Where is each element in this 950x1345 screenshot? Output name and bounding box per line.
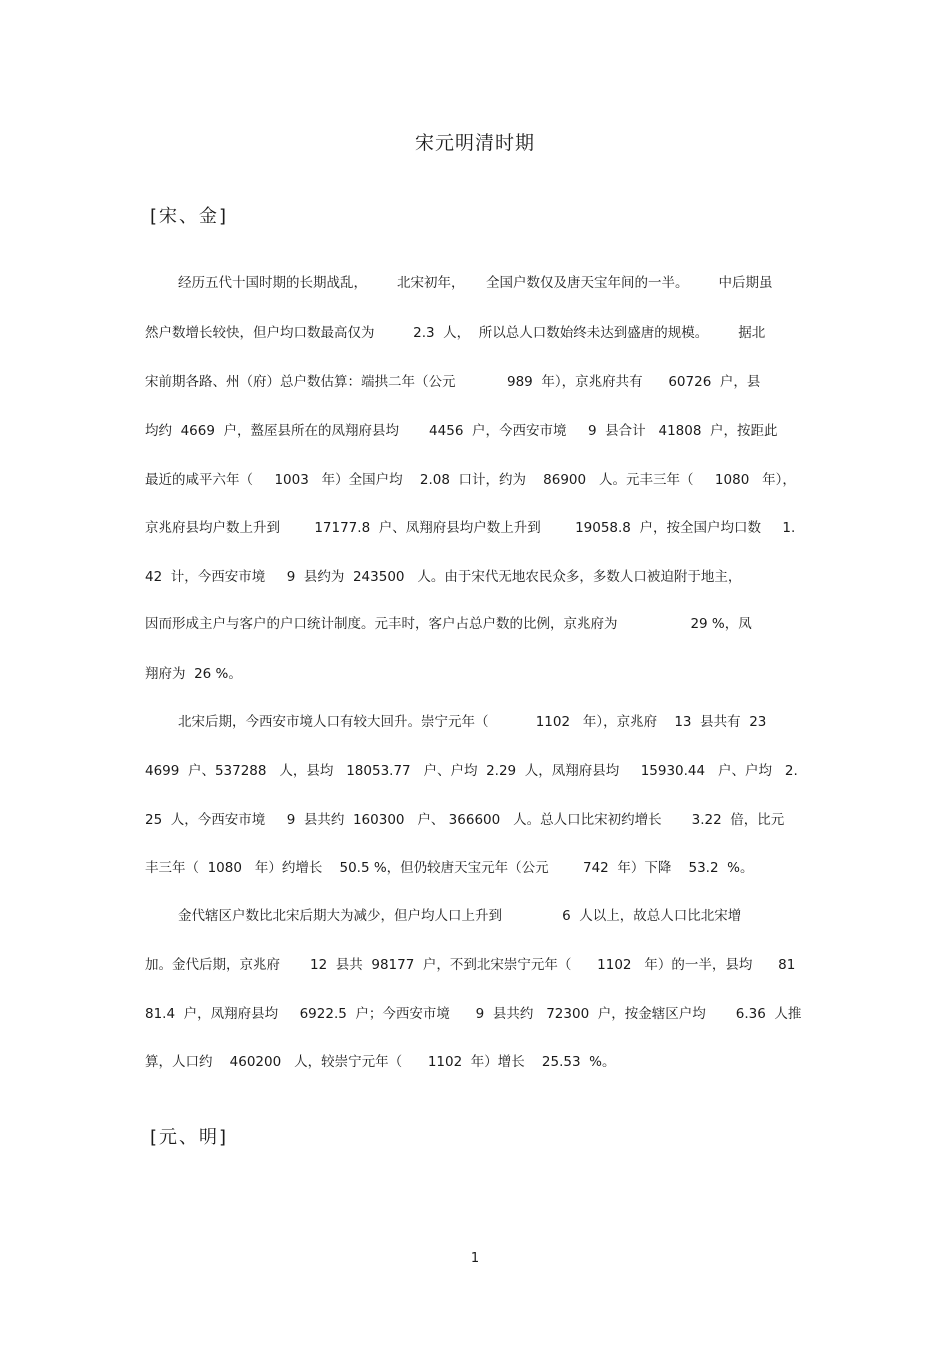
paragraph-line: 宋前期各路、州（府）总户数估算：端拱二年（公元 989 年），京兆府共有 60726 户，县	[145, 374, 761, 390]
paragraph-line: 翔府为 26 %。	[145, 666, 242, 682]
paragraph-line: 均约 4669 户，盩厔县所在的凤翔府县均 4456 户，今西安市境 9 县合计 41808 户，按距此	[145, 423, 778, 439]
paragraph-line: 然户数增长较快，但户均口数最高仅为 2.3 人， 所以总人口数始终未达到盛唐的规模。 据北	[145, 325, 766, 341]
paragraph-line: 4699 户、537288 人，县均 18053.77 户、户均 2.29 人，凤翔府县均 15930.44 户、户均 2.	[145, 763, 798, 779]
paragraph-line: 算，人口约 460200 人，较崇宁元年（ 1102 年）增长 25.53 %。	[145, 1054, 616, 1070]
paragraph-line: 81.4 户，凤翔府县均 6922.5 户；今西安市境 9 县共约 72300 户，按金辖区户均 6.36 人推	[145, 1006, 802, 1022]
paragraph-line: 经历五代十国时期的长期战乱， 北宋初年， 全国户数仅及唐天宝年间的一半。 中后期虽	[178, 275, 773, 291]
page-number: 1	[470, 1251, 480, 1266]
paragraph-line: 金代辖区户数比北宋后期大为减少，但户均人口上升到 6 人以上，故总人口比北宋增	[178, 908, 742, 924]
section-heading-song-jin: [宋、金]	[150, 206, 229, 227]
paragraph-line: 25 人，今西安市境 9 县共约 160300 户、 366600 人。总人口比宋初约增长 3.22 倍，比元	[145, 812, 785, 828]
paragraph-line: 因而形成主户与客户的户口统计制度。元丰时，客户占总户数的比例，京兆府为 29 %，凤	[145, 616, 752, 632]
section-heading-yuan-ming: [元、明]	[150, 1127, 229, 1148]
paragraph-line: 加。金代后期，京兆府 12 县共 98177 户，不到北宋崇宁元年（ 1102 年）的一半，县均 81	[145, 957, 796, 973]
paragraph-line: 北宋后期，今西安市境人口有较大回升。崇宁元年（ 1102 年），京兆府 13 县共有 23	[178, 714, 767, 730]
paragraph-line: 最近的咸平六年（ 1003 年）全国户均 2.08 口计，约为 86900 人。元丰三年（ 1080 年），	[145, 472, 796, 488]
page-title: 宋元明清时期	[414, 132, 535, 154]
paragraph-line: 42 计，今西安市境 9 县约为 243500 人。由于宋代无地农民众多，多数人口被迫附于地主，	[145, 569, 742, 585]
paragraph-line: 京兆府县均户数上升到 17177.8 户、凤翔府县均户数上升到 19058.8 户，按全国户均口数 1.	[145, 520, 796, 536]
paragraph-line: 丰三年（ 1080 年）约增长 50.5 %，但仍较唐天宝元年（公元 742 年）下降 53.2 %。	[145, 860, 754, 876]
